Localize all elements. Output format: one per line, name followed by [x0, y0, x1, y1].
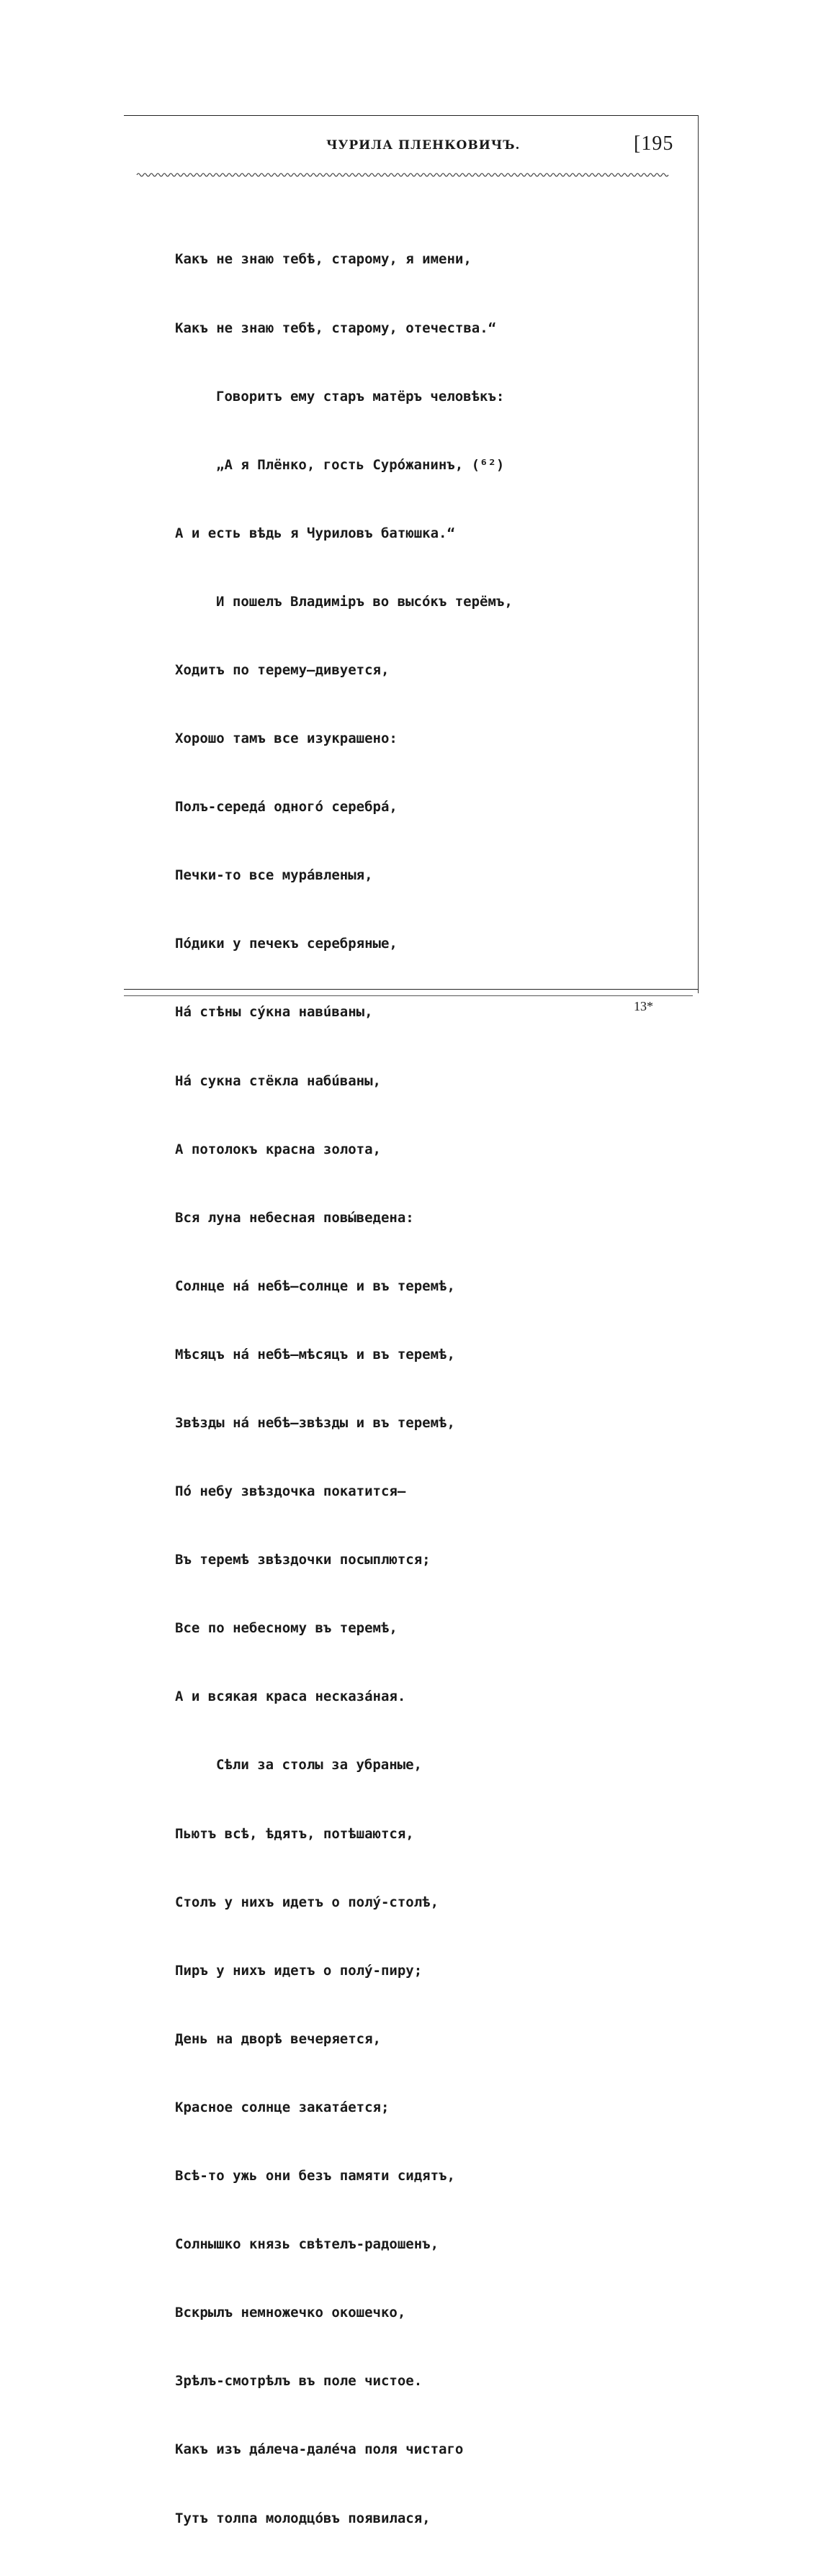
verse-line: Солнышко князь свѣтелъ-радошенъ, — [175, 2236, 439, 2253]
verse-line: А и есть вѣдь я Чуриловъ батюшка.“ — [175, 525, 455, 541]
bottom-rule — [124, 989, 699, 990]
verse-line: Всѣ-то ужь они безъ памяти сидятъ, — [175, 2168, 455, 2184]
verse-line: А потолокъ красна золота, — [175, 1141, 381, 1157]
verse-line: „А я Плёнко, гость Сурóжанинъ, (⁶²) — [216, 456, 505, 473]
verse-line: Вскрылъ немножечко окошечко, — [175, 2305, 406, 2321]
verse-line: Говоритъ ему старъ матёръ человѣкъ: — [216, 388, 505, 405]
verse-line: Какъ изъ дáлеча-далéча поля чистаго — [175, 2441, 464, 2458]
verse-line: Нá стѣны сýкна навúваны, — [175, 1004, 373, 1021]
verse-line: Пó небу звѣздочка покатится— — [175, 1483, 406, 1500]
verse-block — [175, 203, 679, 2576]
verse-line: Вся луна небесная повы́ведена: — [175, 1209, 414, 1226]
verse-line: Какъ не знаю тебѣ, старому, я имени, — [175, 251, 472, 268]
verse-line: Въ теремѣ звѣздочки посыплются; — [175, 1552, 431, 1568]
running-head: ЧУРИЛА ПЛЕНКОВИЧЪ. — [326, 138, 521, 153]
verse-line: Все по небесному въ теремѣ, — [175, 1620, 398, 1637]
top-rule — [124, 115, 699, 116]
verse-line: Ходитъ по терему—дивуется, — [175, 661, 390, 678]
verse-line: Полъ-середá одногó серебрá, — [175, 799, 398, 815]
verse-line: Пиръ у нихъ идетъ о полý-пиру; — [175, 1962, 423, 1979]
verse-line: Хорошо тамъ все изукрашено: — [175, 731, 398, 747]
verse-line: Сѣли за столы за убраные, — [216, 1757, 422, 1773]
verse-line: Красное солнце закатáется; — [175, 2099, 390, 2115]
verse-line: Какъ не знаю тебѣ, старому, отечества.“ — [175, 320, 497, 336]
verse-line: И пошелъ Владиміръ во высóкъ терёмъ, — [216, 593, 513, 610]
verse-line: День на дворѣ вечеряется, — [175, 2030, 381, 2047]
page-number: [195 — [634, 132, 674, 155]
verse-line: Солнце нá небѣ—солнце и въ теремѣ, — [175, 1278, 455, 1294]
verse-line: Мѣсяцъ нá небѣ—мѣсяцъ и въ теремѣ, — [175, 1346, 455, 1362]
verse-line: Пóдики у печекъ серебряные, — [175, 936, 398, 952]
right-margin-rule — [698, 115, 699, 993]
verse-line: Тутъ толпа молодцóвъ появилася, — [175, 2510, 431, 2526]
verse-line: А и всякая краса несказáная. — [175, 1689, 406, 1705]
printer-signature-mark: 13* — [634, 999, 653, 1013]
verse-line: Пьютъ всѣ, ѣдятъ, потѣшаются, — [175, 1825, 414, 1842]
verse-line: Печки-то все мурáвленыя, — [175, 867, 373, 884]
verse-line: Нá сукна стёкла набúваны, — [175, 1072, 381, 1089]
bottom-rule-thin — [124, 995, 693, 996]
verse-line: Звѣзды нá небѣ—звѣзды и въ теремѣ, — [175, 1415, 455, 1431]
ornamental-wavy-rule — [137, 170, 663, 180]
verse-line: Столъ у нихъ идетъ о полý-столѣ, — [175, 1894, 439, 1910]
verse-line: Зрѣлъ-смотрѣлъ въ поле чистое. — [175, 2373, 423, 2390]
